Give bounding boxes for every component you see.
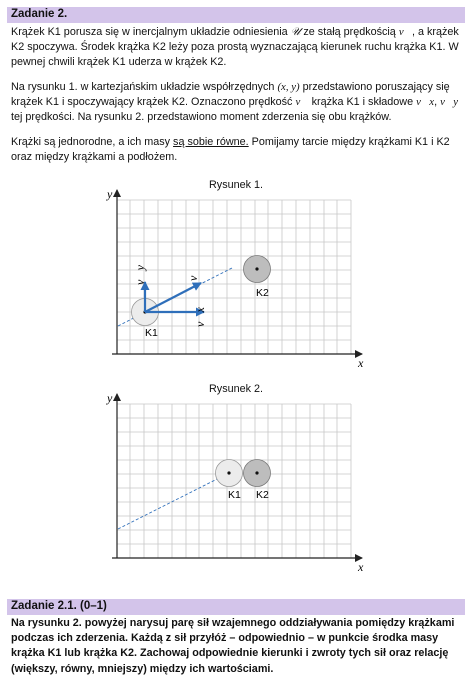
p2-vy-symbol: v⃗y xyxy=(440,96,459,108)
p1-text-a: Krążek K1 porusza się w inercjalnym układzie odniesienia xyxy=(11,26,291,38)
figure1-x-label: x xyxy=(358,356,364,370)
p1-frame-symbol: 𝒰 xyxy=(290,26,301,38)
p3-underlined-text: są sobie równe. xyxy=(173,136,249,148)
figure1-vy-label: v⃗y xyxy=(133,265,147,285)
p2-text-b: przedstawiono poruszający się krążek K1 i spoczywający krążek K2. Oznaczono prędkość xyxy=(11,81,450,108)
subtask-header-band xyxy=(7,599,465,615)
figure2-title: Rysunek 2. xyxy=(209,383,264,395)
subtask-header-title: Zadanie 2.1. (0–1) xyxy=(11,600,107,612)
p3-text-b: Pomijamy tarcie między krążkami K1 i K2 oraz między krążkami a podłożem. xyxy=(11,136,450,163)
figure2-trajectory-line xyxy=(118,473,229,529)
figure2-k2-center xyxy=(255,471,258,474)
figure1-vx-label: v⃗x xyxy=(193,307,207,327)
p1-velocity-symbol: v⃗ xyxy=(398,26,413,38)
subtask-instructions: Na rysunku 2. powyżej narysuj parę sił wzajemnego oddziaływania pomiędzy krążkami podczas ich zderzenia. Każdą z sił przyłóż – odpowiednio – w punkcie środka masy krążka K1 lub krążka K2. Zachowaj odpowiednie kierunki i zwroty tych sił oraz relację (większy, równy, mniejszy) między ich wartościami. xyxy=(11,617,455,675)
figure2-k1-center xyxy=(227,471,230,474)
figure1-k2-center xyxy=(255,267,258,270)
p1-text-c: , a krążek K2 spoczywa. Środek krążka K2 leży poza prostą wyznaczającą kierunek ruchu krążka K1. W pewnej chwili krążek K1 uderza w krążek K2. xyxy=(11,26,459,68)
figure2-x-label: x xyxy=(358,560,364,574)
figure1-k2-label: K2 xyxy=(256,287,269,299)
figure1-y-label: y xyxy=(107,187,113,201)
p2-vx-symbol: v⃗x xyxy=(416,96,435,108)
p2-text-d: tej prędkości. Na rysunku 2. przedstawiono moment zderzenia się obu krążków. xyxy=(11,111,392,123)
figure2-y-label: y xyxy=(107,391,113,405)
p2-text-a: Na rysunku 1. w kartezjańskim układzie współrzędnych xyxy=(11,81,278,93)
figure2-k1-label: K1 xyxy=(228,489,241,501)
p3-text-a: Krążki są jednorodne, a ich masy xyxy=(11,136,174,148)
p1-text-b: ze stałą prędkością xyxy=(300,26,399,38)
figure1-k1-label: K1 xyxy=(145,327,158,339)
p2-comma: , xyxy=(434,96,441,108)
p2-velocity-symbol: v⃗ xyxy=(295,96,309,108)
figure2-k2-label: K2 xyxy=(256,489,269,501)
figure1-title: Rysunek 1. xyxy=(209,179,264,191)
figure1-velocity-label: v⃗ xyxy=(186,266,200,281)
p2-text-c: krążka K1 i składowe xyxy=(308,96,417,108)
p2-coords-symbol: (x, y) xyxy=(277,81,300,93)
task-header-title: Zadanie 2. xyxy=(11,8,68,20)
